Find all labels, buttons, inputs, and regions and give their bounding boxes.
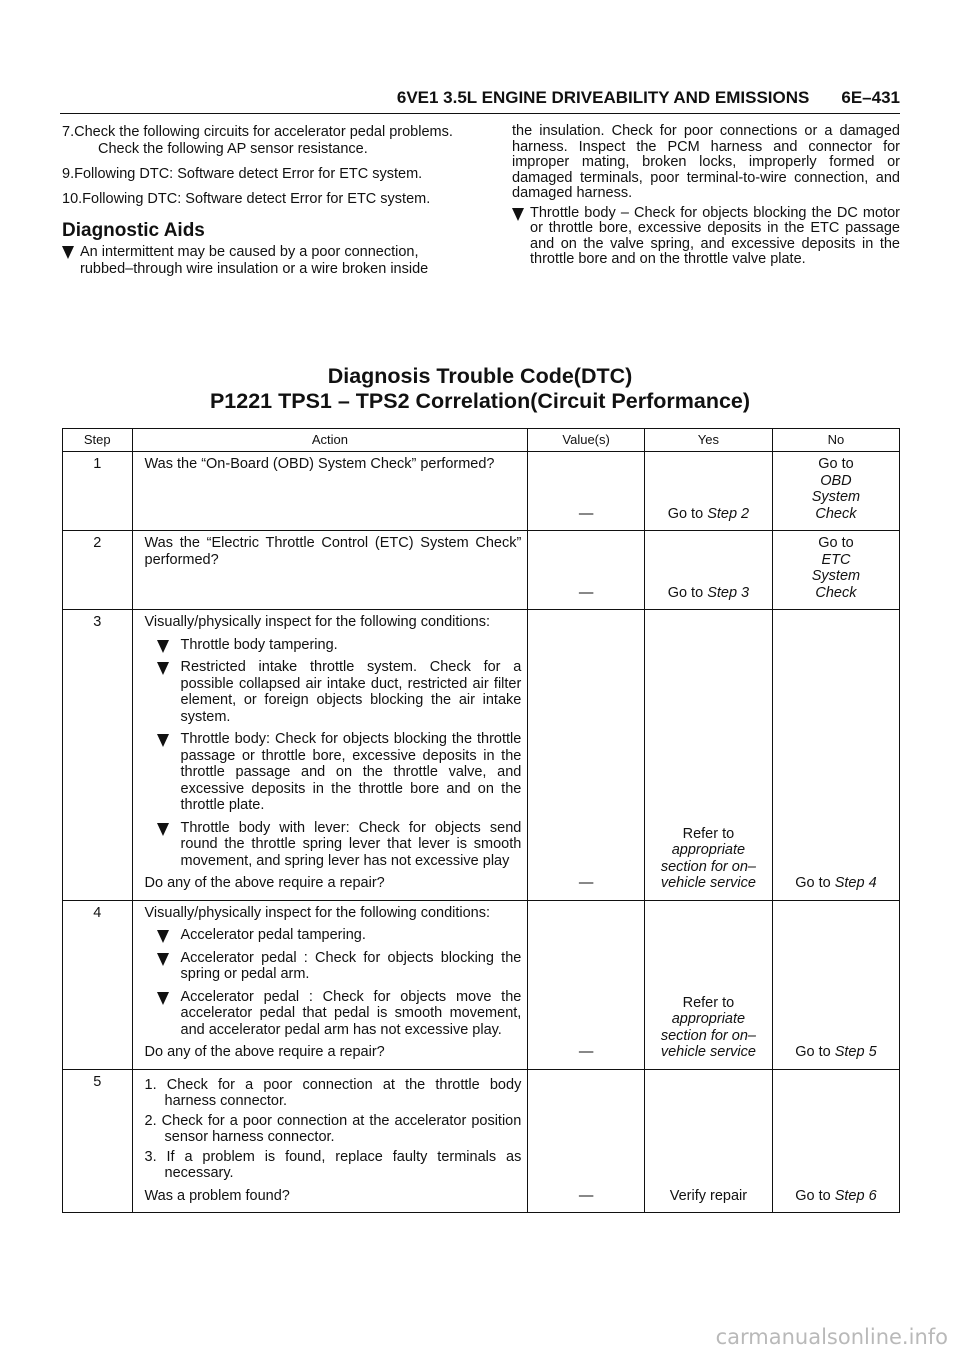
step-number: 1 [63, 452, 133, 531]
diagnostic-aid-item [62, 244, 462, 278]
continued-paragraph: the insulation. Check for poor connections or a damaged harness. Inspect the PCM harness and connector for improper mating, broken locks, improperly formed or damaged terminals, poor terminal-to-wire connection, and damaged harness. [512, 123, 900, 201]
no-prefix: Go to [795, 875, 835, 891]
column-header-yes: Yes [644, 429, 772, 452]
triangle-bullet-icon [157, 953, 169, 966]
value-cell: — [528, 452, 645, 531]
value-cell: — [528, 531, 645, 610]
no-cell [772, 452, 899, 531]
yes-cell [644, 610, 772, 901]
table-row [63, 610, 900, 901]
yes-cell [644, 452, 772, 531]
action-cell [132, 900, 528, 1069]
condition-item [145, 950, 522, 983]
action-cell [132, 1069, 528, 1213]
dtc-title-line1: Diagnosis Trouble Code(DTC) [327, 364, 633, 388]
header-divider [60, 113, 900, 114]
condition-item [145, 820, 522, 870]
no-cell [772, 900, 899, 1069]
column-header-no: No [772, 429, 899, 452]
yes-prefix: Go to [667, 584, 708, 601]
step-link[interactable]: Step 4 [834, 875, 877, 891]
dtc-title-line2: P1221 TPS1 – TPS2 Correlation(Circuit Performance) [209, 389, 751, 413]
reference-link[interactable]: OBD System Check [811, 472, 861, 522]
triangle-bullet-icon [512, 208, 524, 221]
condition-item [145, 659, 522, 725]
table-row [63, 531, 900, 610]
procedure-step: 1. Check for a poor connection at the throttle body harness connector. [144, 1076, 522, 1109]
condition-text: Throttle body tampering. [180, 636, 338, 653]
triangle-bullet-icon [157, 930, 169, 943]
step-link[interactable]: Step 5 [834, 1044, 877, 1060]
action-intro: Visually/physically inspect for the following conditions: [144, 904, 491, 921]
step-number: 2 [63, 531, 133, 610]
action-intro: Visually/physically inspect for the following conditions: [144, 614, 491, 630]
condition-text: Throttle body: Check for objects blocking the throttle passage or throttle bore, excessive deposits in the throttle passage and on the throttle valve, and excessive deposits in the throttle bore and on the throttle plate. [180, 731, 522, 813]
triangle-bullet-icon [157, 992, 169, 1005]
action-question: Was a problem found? [144, 1187, 290, 1204]
condition-text: Accelerator pedal : Check for objects blocking the spring or pedal arm. [180, 949, 522, 982]
procedure-step: 2. Check for a poor connection at the accelerator position sensor harness connector. [144, 1112, 522, 1145]
no-cell [772, 531, 899, 610]
table-row [63, 1069, 900, 1213]
procedure-step: 3. If a problem is found, replace faulty terminals as necessary. [144, 1148, 522, 1181]
triangle-bullet-icon [157, 640, 169, 653]
step-link[interactable]: Step 2 [707, 505, 750, 522]
action-text: Was the “On-Board (OBD) System Check” performed? [132, 452, 528, 531]
condition-item [145, 637, 522, 654]
action-text: Was the “Electric Throttle Control (ETC) System Check” performed? [132, 531, 528, 610]
step-link[interactable]: Step 6 [834, 1187, 877, 1204]
yes-cell [644, 900, 772, 1069]
no-cell [772, 1069, 899, 1213]
value-cell: — [528, 610, 645, 901]
yes-prefix: Go to [667, 505, 708, 522]
condition-text: Accelerator pedal : Check for objects move the accelerator pedal that pedal is smooth movement, and accelerator pedal arm has not excessive play. [180, 988, 522, 1038]
diagnostic-aid-text: Throttle body – Check for objects blocking the DC motor or throttle bore, excessive deposits in the ETC passage and on the valve spring, and excessive deposits in the throttle bore and on the throttle valve plate. [530, 204, 900, 267]
diagnostic-aid-text: An intermittent may be caused by a poor connection, rubbed–through wire insulation or a wire broken inside [80, 244, 429, 277]
dtc-title [60, 364, 900, 414]
condition-item [145, 989, 522, 1039]
triangle-bullet-icon [62, 246, 74, 259]
left-column [62, 124, 462, 278]
step-number: 5 [63, 1069, 133, 1213]
list-item: 9.Following DTC: Software detect Error for ETC system. [62, 166, 423, 182]
reference-link[interactable]: appropriate section for on–vehicle service [660, 842, 756, 891]
table-row [63, 452, 900, 531]
action-question: Do any of the above require a repair? [144, 875, 385, 891]
list-item: 7.Check the following circuits for accelerator pedal problems. Check the following AP sensor resistance. [62, 124, 453, 157]
condition-item [145, 731, 522, 814]
reference-link[interactable]: appropriate section for on–vehicle service [660, 1011, 756, 1060]
step-link[interactable]: Step 3 [707, 584, 750, 601]
no-cell [772, 610, 899, 901]
diagnosis-table [62, 428, 900, 1213]
page-header [60, 88, 900, 112]
list-item: 10.Following DTC: Software detect Error for ETC system. [62, 191, 431, 207]
step-number: 3 [63, 610, 133, 901]
no-prefix: Go to [795, 1044, 835, 1060]
condition-text: Throttle body with lever: Check for objects send round the throttle spring lever that lever is smooth movement, and spring lever has not excessive play [180, 819, 522, 869]
right-column [512, 124, 900, 268]
step-number: 4 [63, 900, 133, 1069]
triangle-bullet-icon [157, 662, 169, 675]
yes-cell [644, 531, 772, 610]
no-prefix: Go to [818, 535, 854, 551]
condition-text: Restricted intake throttle system. Check for a possible collapsed air intake duct, restricted air filter element, or foreign objects blocking the air intake system. [180, 659, 522, 725]
action-cell [132, 610, 528, 901]
table-row [63, 900, 900, 1069]
condition-item [145, 927, 522, 944]
triangle-bullet-icon [157, 823, 169, 836]
diagnostic-aid-item [512, 206, 900, 268]
yes-cell: Verify repair [644, 1069, 772, 1213]
site-watermark: carmanualsonline.info [715, 1325, 948, 1349]
value-cell: — [528, 900, 645, 1069]
table-header-row [63, 429, 900, 452]
page-number: 6E–431 [841, 88, 900, 107]
manual-section-title: 6VE1 3.5L ENGINE DRIVEABILITY AND EMISSIONS [396, 88, 810, 107]
action-question: Do any of the above require a repair? [144, 1044, 385, 1060]
condition-text: Accelerator pedal tampering. [180, 927, 366, 943]
triangle-bullet-icon [157, 734, 169, 747]
column-header-action: Action [132, 429, 528, 452]
column-header-values: Value(s) [528, 429, 645, 452]
no-prefix: Go to [795, 1187, 835, 1204]
reference-link[interactable]: ETC System Check [811, 551, 861, 601]
no-prefix: Go to [818, 456, 854, 472]
diagnostic-aids-heading: Diagnostic Aids [62, 220, 205, 241]
value-cell: — [528, 1069, 645, 1213]
yes-prefix: Refer to [682, 994, 735, 1011]
column-header-step: Step [63, 429, 133, 452]
yes-prefix: Refer to [682, 825, 735, 842]
